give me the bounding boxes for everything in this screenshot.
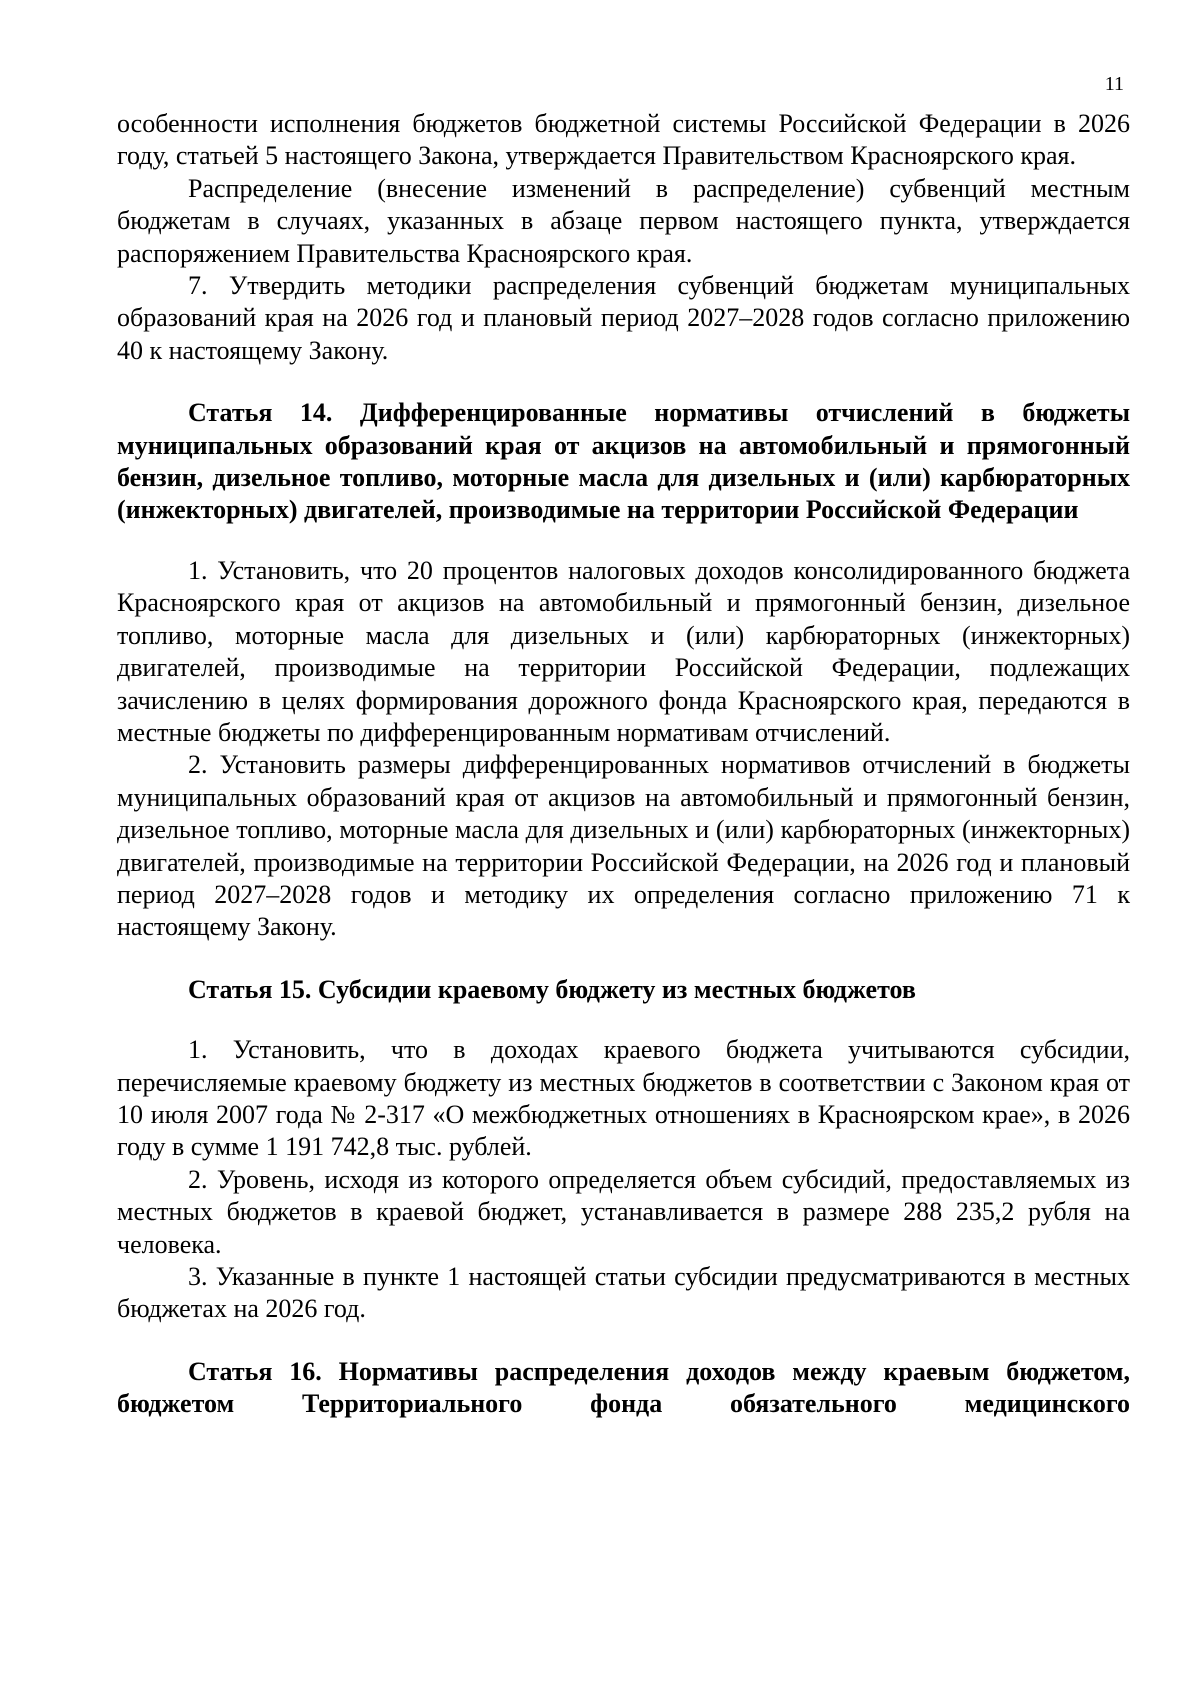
article-15-heading: Статья 15. Субсидии краевому бюджету из местных бюджетов <box>188 974 916 1004</box>
document-body <box>117 108 1130 1421</box>
paragraph-continuation: особенности исполнения бюджетов бюджетной системы Российской Федерации в 2026 году, статьей 5 настоящего Закона, утверждается Правительством Красноярского края. <box>117 109 1130 171</box>
article-14-item-1: 1. Установить, что 20 процентов налоговых доходов консолидированного бюджета Красноярского края от акцизов на автомобильный и прямогонный бензин, дизельное топливо, моторные масла для дизельных и (или) карбюраторных (инжекторных) двигателей, производимые на территории Российской Федерации, подлежащих зачислению в целях формирования дорожного фонда Красноярского края, передаются в местные бюджеты по дифференцированным нормативам отчислений. <box>117 555 1130 747</box>
article-14-item-2: 2. Установить размеры дифференцированных нормативов отчислений в бюджеты муниципальных образований края от акцизов на автомобильный и прямогонный бензин, дизельное топливо, моторные масла для дизельных и (или) карбюраторных (инжекторных) двигателей, производимые на территории Российской Федерации, на 2026 год и плановый период 2027–2028 годов и методику их определения согласно приложению 71 к настоящему Закону. <box>117 750 1130 942</box>
article-15-item-2: 2. Уровень, исходя из которого определяется объем субсидий, предоставляемых из местных бюджетов в краевой бюджет, устанавливается в размере 288 235,2 рубля на человека. <box>117 1164 1130 1259</box>
article-14-heading: Статья 14. Дифференцированные нормативы отчислений в бюджеты муниципальных образований края от акцизов на автомобильный и прямогонный бензин, дизельное топливо, моторные масла для дизельных и (или) карбюраторных (инжекторных) двигателей, производимые на территории Российской Федерации <box>117 398 1130 525</box>
paragraph-subvention-distribution: Распределение (внесение изменений в распределение) субвенций местным бюджетам в случаях, указанных в абзаце первом настоящего пункта, утверждается распоряжением Правительства Красноярского края. <box>117 173 1130 268</box>
article-16-heading: Статья 16. Нормативы распределения доходов между краевым бюджетом, бюджетом Территориального фонда обязательного медицинского <box>117 1356 1130 1419</box>
article-15-item-1: 1. Установить, что в доходах краевого бюджета учитываются субсидии, перечисляемые краевому бюджету из местных бюджетов в соответствии с Законом края от 10 июля 2007 года № 2-317 «О межбюджетных отношениях в Красноярском крае», в 2026 году в сумме 1 191 742,8 тыс. рублей. <box>117 1035 1130 1162</box>
page-number: 11 <box>1104 73 1124 95</box>
article-15-item-3: 3. Указанные в пункте 1 настоящей статьи субсидии предусматриваются в местных бюджетах на 2026 год. <box>117 1262 1130 1324</box>
paragraph-item-7: 7. Утвердить методики распределения субвенций бюджетам муниципальных образований края на 2026 год и плановый период 2027–2028 годов согласно приложению 40 к настоящему Закону. <box>117 271 1130 365</box>
